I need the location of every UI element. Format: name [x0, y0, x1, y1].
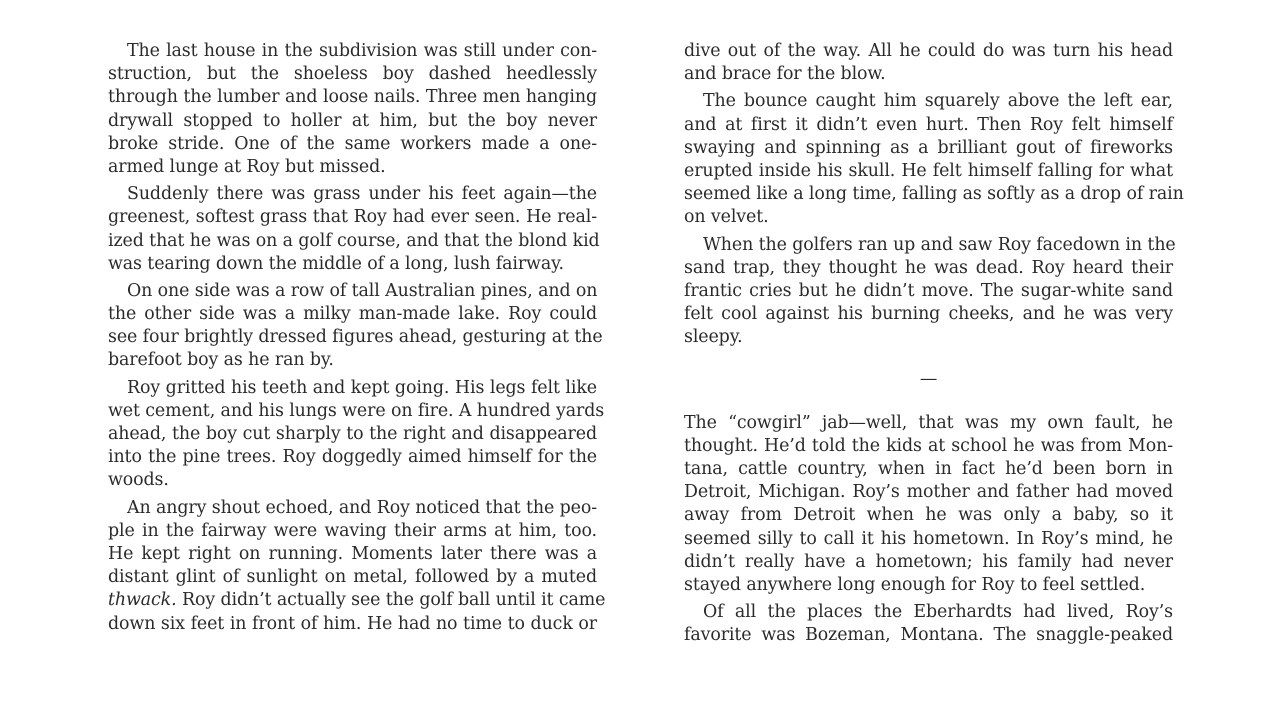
paragraph: [108, 280, 603, 373]
text-line: dive out of the way. All he could do was turn his head: [684, 41, 1173, 61]
text-line: favorite was Bozeman, Montana. The snaggle-peaked: [684, 625, 1173, 646]
text-line: erupted inside his skull. He felt himself falling for what: [684, 160, 1173, 181]
text-line: away from Detroit when he was only a baby, so it: [684, 505, 1173, 526]
text-line: stayed anywhere long enough for Roy to feel settled.: [684, 574, 1146, 595]
paragraph: [108, 183, 600, 276]
text-line: tana, cattle country, when in fact he’d been born in: [684, 459, 1173, 479]
text-line: felt cool against his burning cheeks, and he was very: [684, 304, 1173, 325]
paragraph: [684, 234, 1176, 350]
text-line: drywall stopped to holler at him, but the boy never: [108, 110, 597, 131]
text-line: The last house in the subdivision was still under con-: [127, 41, 597, 61]
text-line: distant glint of sunlight on metal, followed by a muted: [108, 567, 597, 588]
paragraph: [684, 412, 1173, 598]
text-line: see four brightly dressed figures ahead, gesturing at the: [108, 327, 603, 348]
text-line: On one side was a row of tall Australian pines, and on: [127, 280, 598, 301]
left-column: [108, 40, 606, 636]
text-line: He kept right on running. Moments later there was a: [108, 543, 597, 564]
text-line: broke stride. One of the same workers made a one-: [108, 133, 597, 154]
paragraph: [684, 90, 1184, 229]
paragraph: [108, 40, 597, 179]
text-line: The bounce caught him squarely above the left ear,: [703, 91, 1173, 112]
text-line: thwack. Roy didn’t actually see the golf ball until it came: [108, 590, 606, 611]
text-line: ized that he was on a golf course, and that the blond kid: [108, 230, 600, 251]
text-line: Detroit, Michigan. Roy’s mother and father had moved: [684, 482, 1173, 503]
text-line: Of all the places the Eberhardts had lived, Roy’s: [703, 602, 1173, 623]
text-line: The “cowgirl” jab—well, that was my own fault, he: [684, 412, 1173, 433]
text-line: ahead, the boy cut sharply to the right and disappeared: [108, 424, 597, 444]
paragraph: [684, 40, 1173, 86]
text-line: didn’t really have a hometown; his family had never: [684, 551, 1173, 572]
text-line: on velvet.: [684, 207, 769, 228]
paragraph: [684, 601, 1173, 647]
text-line: through the lumber and loose nails. Three men hanging: [108, 87, 597, 108]
text-line: greenest, softest grass that Roy had ever seen. He real-: [108, 207, 597, 228]
text-line: seemed like a long time, falling as softly as a drop of rain: [684, 184, 1184, 205]
text-line: thought. He’d told the kids at school he was from Mon-: [684, 435, 1173, 456]
text-line: woods.: [108, 470, 169, 491]
text-line: Suddenly there was grass under his feet again—the: [127, 184, 597, 205]
text-line: frantic cries but he didn’t move. The sugar-white sand: [684, 280, 1173, 301]
text-line: armed lunge at Roy but missed.: [108, 156, 386, 177]
text-line: struction, but the shoeless boy dashed heedlessly: [108, 64, 597, 85]
text-line: sand trap, they thought he was dead. Roy heard their: [684, 257, 1173, 278]
text-line: sleepy.: [684, 327, 743, 348]
text-line: seemed silly to call it his hometown. In Roy’s mind, he: [684, 528, 1173, 549]
text-line: When the golfers ran up and saw Roy facedown in the: [703, 234, 1176, 255]
text-line: wet cement, and his lungs were on fire. A hundred yards: [108, 400, 605, 421]
text-line: barefoot boy as he ran by.: [108, 350, 334, 371]
text-line: down six feet in front of him. He had no time to duck or: [108, 613, 597, 634]
section-break: —: [919, 369, 938, 390]
text-line: was tearing down the middle of a long, lush fairway.: [108, 253, 564, 274]
paragraph: [108, 497, 606, 636]
text-line: the other side was a milky man-made lake. Roy could: [108, 304, 597, 325]
text-line: ple in the fairway were waving their arms at him, too.: [108, 520, 597, 541]
text-line: and brace for the blow.: [684, 64, 886, 85]
text-line: Roy gritted his teeth and kept going. His legs felt like: [127, 377, 597, 398]
text-line: swaying and spinning as a brilliant gout of fireworks: [684, 137, 1173, 158]
paragraph: [108, 377, 605, 493]
text-line: into the pine trees. Roy doggedly aimed himself for the: [108, 447, 597, 468]
right-column: [684, 40, 1184, 648]
text-line: and at first it didn’t even hurt. Then Roy felt himself: [684, 114, 1173, 135]
text-line: An angry shout echoed, and Roy noticed that the peo-: [127, 497, 597, 518]
